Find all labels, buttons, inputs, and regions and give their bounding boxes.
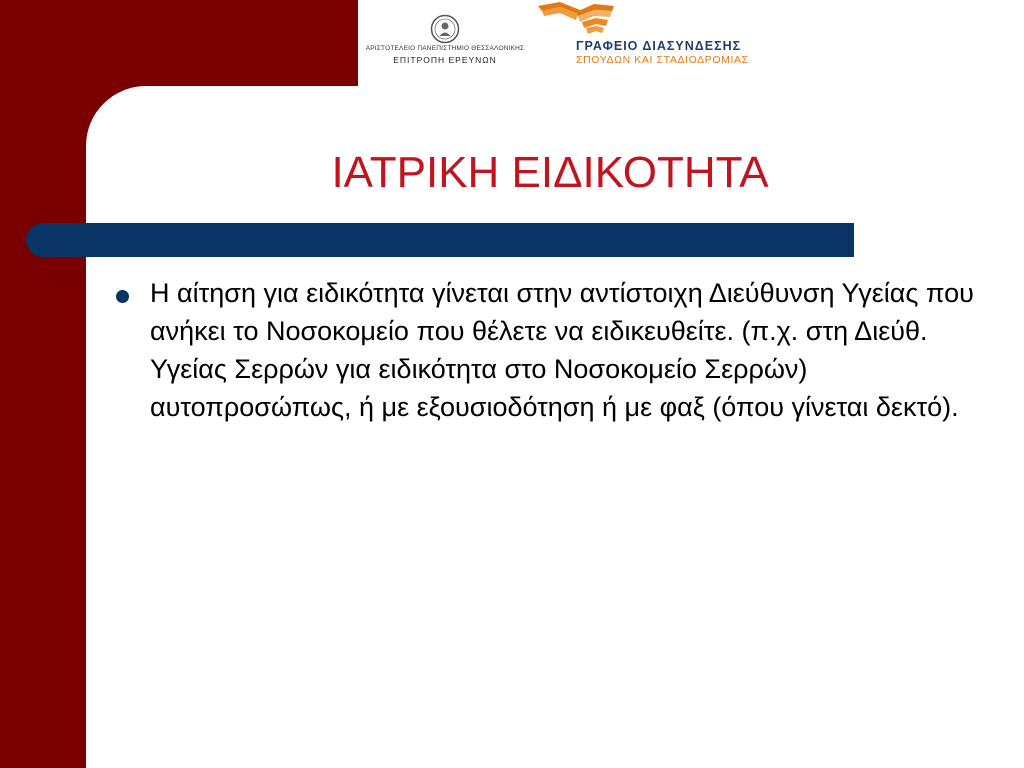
office-name-line2: ΣΠΟΥΔΩΝ ΚΑΙ ΣΤΑΔΙΟΔΡΟΜΙΑΣ — [576, 54, 749, 66]
slide-title: ΙΑΤΡΙΚΗ ΕΙΔΙΚΟΤΗΤΑ — [331, 148, 769, 197]
university-seal-icon — [430, 14, 460, 44]
bullet-dot-icon — [116, 290, 129, 303]
bullet-text: Η αίτηση για ειδικότητα γίνεται στην αντίστοιχη Διεύθυνση Υγείας που ανήκει το Νοσοκομείο που θέλετε να ειδικευθείτε. (π.χ. στη Διεύθ. Υγείας Σερρών για ειδικότητα στο Νοσοκομείο Σερρών) αυτοπροσώπως, ή με εξουσιοδότηση ή με φαξ (όπου γίνεται δεκτό). — [150, 278, 974, 422]
left-frame-band — [0, 0, 86, 768]
university-name: ΑΡΙΣΤΟΤΕΛΕΙΟ ΠΑΝΕΠΙΣΤΗΜΙΟ ΘΕΣΣΑΛΟΝΙΚΗΣ — [365, 45, 525, 52]
liaison-office-logo — [534, 0, 774, 72]
open-book-icon — [534, 0, 626, 40]
title-underline-bar — [26, 223, 854, 257]
research-committee-name: ΕΠΙΤΡΟΠΗ ΕΡΕΥΝΩΝ — [393, 55, 497, 65]
top-frame-block — [0, 0, 358, 86]
office-name-line1: ΓΡΑΦΕΙΟ ΔΙΑΣΥΝΔΕΣΗΣ — [576, 39, 742, 53]
university-logo — [360, 14, 530, 70]
